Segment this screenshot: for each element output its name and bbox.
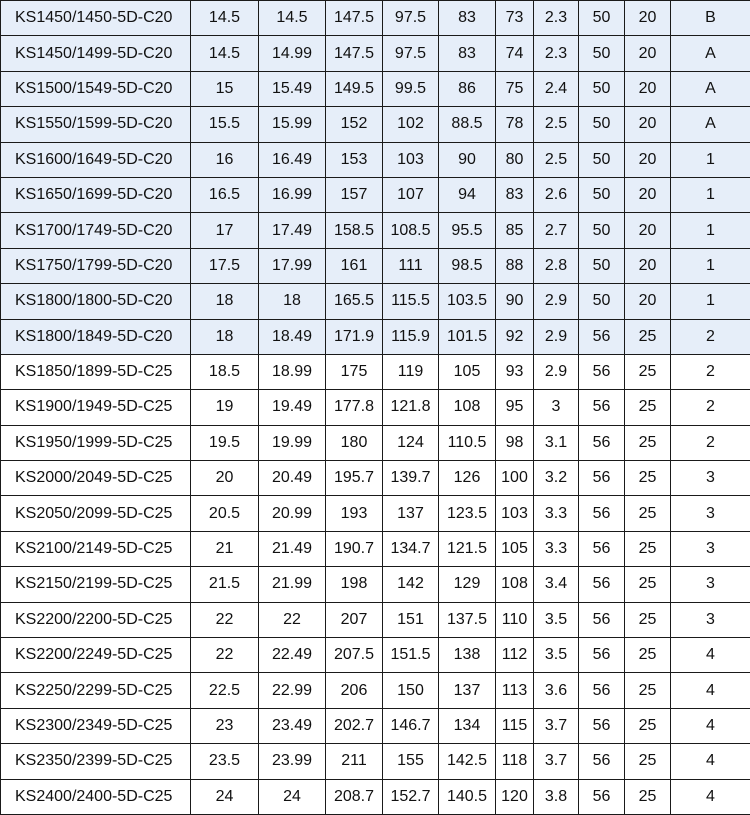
- value-cell: 75: [496, 71, 534, 106]
- value-cell: 56: [579, 567, 625, 602]
- value-cell: 25: [625, 638, 671, 673]
- value-cell: 103.5: [439, 284, 496, 319]
- value-cell: 18: [259, 284, 326, 319]
- value-cell: 56: [579, 496, 625, 531]
- value-cell: 165.5: [326, 284, 383, 319]
- value-cell: 20: [625, 71, 671, 106]
- value-cell: 94: [439, 177, 496, 212]
- grade-cell: 3: [671, 602, 750, 637]
- model-number-cell: KS1600/1649-5D-C20: [1, 142, 191, 177]
- value-cell: 23.49: [259, 708, 326, 743]
- value-cell: 193: [326, 496, 383, 531]
- value-cell: 17.49: [259, 213, 326, 248]
- table-row: [1, 248, 750, 283]
- value-cell: 146.7: [383, 708, 439, 743]
- value-cell: 134: [439, 708, 496, 743]
- value-cell: 147.5: [326, 1, 383, 36]
- table-row: [1, 531, 750, 566]
- value-cell: 22: [191, 602, 259, 637]
- value-cell: 98.5: [439, 248, 496, 283]
- table-row: [1, 673, 750, 708]
- value-cell: 20.49: [259, 461, 326, 496]
- table-row: [1, 142, 750, 177]
- value-cell: 2.9: [534, 284, 579, 319]
- value-cell: 3.7: [534, 708, 579, 743]
- value-cell: 56: [579, 673, 625, 708]
- model-number-cell: KS1550/1599-5D-C20: [1, 107, 191, 142]
- value-cell: 50: [579, 1, 625, 36]
- value-cell: 147.5: [326, 36, 383, 71]
- value-cell: 20: [625, 36, 671, 71]
- value-cell: 25: [625, 567, 671, 602]
- grade-cell: 1: [671, 177, 750, 212]
- value-cell: 17.99: [259, 248, 326, 283]
- value-cell: 2.4: [534, 71, 579, 106]
- value-cell: 83: [496, 177, 534, 212]
- value-cell: 20: [625, 142, 671, 177]
- model-number-cell: KS2150/2199-5D-C25: [1, 567, 191, 602]
- model-number-cell: KS1950/1999-5D-C25: [1, 425, 191, 460]
- value-cell: 98: [496, 425, 534, 460]
- model-number-cell: KS1450/1450-5D-C20: [1, 1, 191, 36]
- value-cell: 88: [496, 248, 534, 283]
- model-number-cell: KS2000/2049-5D-C25: [1, 461, 191, 496]
- value-cell: 25: [625, 425, 671, 460]
- value-cell: 18.99: [259, 354, 326, 389]
- value-cell: 152.7: [383, 779, 439, 814]
- value-cell: 153: [326, 142, 383, 177]
- grade-cell: 2: [671, 354, 750, 389]
- value-cell: 24: [191, 779, 259, 814]
- value-cell: 206: [326, 673, 383, 708]
- value-cell: 129: [439, 567, 496, 602]
- value-cell: 25: [625, 319, 671, 354]
- value-cell: 105: [439, 354, 496, 389]
- value-cell: 150: [383, 673, 439, 708]
- value-cell: 92: [496, 319, 534, 354]
- table-row: [1, 107, 750, 142]
- value-cell: 56: [579, 602, 625, 637]
- value-cell: 15: [191, 71, 259, 106]
- grade-cell: 4: [671, 779, 750, 814]
- value-cell: 25: [625, 496, 671, 531]
- value-cell: 25: [625, 673, 671, 708]
- table-row: [1, 496, 750, 531]
- value-cell: 21: [191, 531, 259, 566]
- spec-table-body: [1, 1, 750, 815]
- value-cell: 14.5: [191, 1, 259, 36]
- model-number-cell: KS2300/2349-5D-C25: [1, 708, 191, 743]
- value-cell: 50: [579, 248, 625, 283]
- value-cell: 157: [326, 177, 383, 212]
- grade-cell: 3: [671, 567, 750, 602]
- value-cell: 56: [579, 461, 625, 496]
- value-cell: 2.9: [534, 319, 579, 354]
- table-row: [1, 284, 750, 319]
- value-cell: 17: [191, 213, 259, 248]
- value-cell: 3.6: [534, 673, 579, 708]
- value-cell: 100: [496, 461, 534, 496]
- value-cell: 16.5: [191, 177, 259, 212]
- value-cell: 78: [496, 107, 534, 142]
- value-cell: 138: [439, 638, 496, 673]
- grade-cell: 4: [671, 744, 750, 779]
- grade-cell: 1: [671, 213, 750, 248]
- value-cell: 83: [439, 36, 496, 71]
- value-cell: 20.5: [191, 496, 259, 531]
- grade-cell: 3: [671, 461, 750, 496]
- value-cell: 3.7: [534, 744, 579, 779]
- model-number-cell: KS2200/2249-5D-C25: [1, 638, 191, 673]
- value-cell: 73: [496, 1, 534, 36]
- grade-cell: 4: [671, 673, 750, 708]
- value-cell: 152: [326, 107, 383, 142]
- value-cell: 2.6: [534, 177, 579, 212]
- model-number-cell: KS2350/2399-5D-C25: [1, 744, 191, 779]
- table-row: [1, 779, 750, 814]
- value-cell: 2.7: [534, 213, 579, 248]
- value-cell: 74: [496, 36, 534, 71]
- value-cell: 15.5: [191, 107, 259, 142]
- value-cell: 56: [579, 319, 625, 354]
- value-cell: 21.99: [259, 567, 326, 602]
- value-cell: 211: [326, 744, 383, 779]
- value-cell: 50: [579, 71, 625, 106]
- value-cell: 108.5: [383, 213, 439, 248]
- table-row: [1, 1, 750, 36]
- value-cell: 2.9: [534, 354, 579, 389]
- value-cell: 110: [496, 602, 534, 637]
- value-cell: 180: [326, 425, 383, 460]
- table-row: [1, 638, 750, 673]
- grade-cell: B: [671, 1, 750, 36]
- model-number-cell: KS1700/1749-5D-C20: [1, 213, 191, 248]
- value-cell: 20: [625, 107, 671, 142]
- value-cell: 25: [625, 602, 671, 637]
- value-cell: 140.5: [439, 779, 496, 814]
- value-cell: 124: [383, 425, 439, 460]
- value-cell: 108: [496, 567, 534, 602]
- value-cell: 115: [496, 708, 534, 743]
- value-cell: 19: [191, 390, 259, 425]
- value-cell: 2.5: [534, 142, 579, 177]
- grade-cell: A: [671, 36, 750, 71]
- value-cell: 137: [439, 673, 496, 708]
- value-cell: 18.49: [259, 319, 326, 354]
- table-row: [1, 567, 750, 602]
- grade-cell: 4: [671, 708, 750, 743]
- value-cell: 24: [259, 779, 326, 814]
- value-cell: 101.5: [439, 319, 496, 354]
- grade-cell: A: [671, 107, 750, 142]
- value-cell: 85: [496, 213, 534, 248]
- value-cell: 50: [579, 107, 625, 142]
- grade-cell: 2: [671, 319, 750, 354]
- value-cell: 149.5: [326, 71, 383, 106]
- value-cell: 3.4: [534, 567, 579, 602]
- value-cell: 50: [579, 36, 625, 71]
- value-cell: 18: [191, 284, 259, 319]
- table-row: [1, 390, 750, 425]
- value-cell: 22.49: [259, 638, 326, 673]
- value-cell: 3.3: [534, 531, 579, 566]
- value-cell: 3.5: [534, 638, 579, 673]
- value-cell: 107: [383, 177, 439, 212]
- value-cell: 97.5: [383, 36, 439, 71]
- value-cell: 139.7: [383, 461, 439, 496]
- value-cell: 115.9: [383, 319, 439, 354]
- value-cell: 3.1: [534, 425, 579, 460]
- value-cell: 121.8: [383, 390, 439, 425]
- value-cell: 103: [383, 142, 439, 177]
- value-cell: 190.7: [326, 531, 383, 566]
- grade-cell: 4: [671, 638, 750, 673]
- table-row: [1, 36, 750, 71]
- value-cell: 202.7: [326, 708, 383, 743]
- value-cell: 118: [496, 744, 534, 779]
- value-cell: 90: [496, 284, 534, 319]
- value-cell: 21.5: [191, 567, 259, 602]
- grade-cell: 1: [671, 142, 750, 177]
- grade-cell: 2: [671, 425, 750, 460]
- value-cell: 20: [191, 461, 259, 496]
- table-row: [1, 708, 750, 743]
- value-cell: 119: [383, 354, 439, 389]
- value-cell: 25: [625, 354, 671, 389]
- model-number-cell: KS1800/1849-5D-C20: [1, 319, 191, 354]
- table-row: [1, 177, 750, 212]
- value-cell: 97.5: [383, 1, 439, 36]
- value-cell: 126: [439, 461, 496, 496]
- value-cell: 86: [439, 71, 496, 106]
- table-row: [1, 602, 750, 637]
- value-cell: 16.99: [259, 177, 326, 212]
- value-cell: 2.3: [534, 36, 579, 71]
- value-cell: 14.5: [191, 36, 259, 71]
- value-cell: 16: [191, 142, 259, 177]
- value-cell: 20: [625, 213, 671, 248]
- value-cell: 19.5: [191, 425, 259, 460]
- table-row: [1, 461, 750, 496]
- value-cell: 25: [625, 744, 671, 779]
- value-cell: 21.49: [259, 531, 326, 566]
- table-row: [1, 319, 750, 354]
- value-cell: 3.3: [534, 496, 579, 531]
- value-cell: 50: [579, 213, 625, 248]
- value-cell: 25: [625, 708, 671, 743]
- value-cell: 142: [383, 567, 439, 602]
- value-cell: 151.5: [383, 638, 439, 673]
- value-cell: 20: [625, 248, 671, 283]
- value-cell: 50: [579, 142, 625, 177]
- value-cell: 105: [496, 531, 534, 566]
- model-number-cell: KS2050/2099-5D-C25: [1, 496, 191, 531]
- value-cell: 142.5: [439, 744, 496, 779]
- value-cell: 151: [383, 602, 439, 637]
- value-cell: 56: [579, 638, 625, 673]
- model-number-cell: KS2200/2200-5D-C25: [1, 602, 191, 637]
- value-cell: 93: [496, 354, 534, 389]
- model-number-cell: KS1450/1499-5D-C20: [1, 36, 191, 71]
- value-cell: 22.99: [259, 673, 326, 708]
- value-cell: 20: [625, 284, 671, 319]
- value-cell: 99.5: [383, 71, 439, 106]
- value-cell: 23.99: [259, 744, 326, 779]
- value-cell: 137.5: [439, 602, 496, 637]
- value-cell: 23.5: [191, 744, 259, 779]
- value-cell: 23: [191, 708, 259, 743]
- value-cell: 195.7: [326, 461, 383, 496]
- value-cell: 56: [579, 744, 625, 779]
- grade-cell: 2: [671, 390, 750, 425]
- value-cell: 90: [439, 142, 496, 177]
- value-cell: 3: [534, 390, 579, 425]
- table-row: [1, 213, 750, 248]
- value-cell: 25: [625, 779, 671, 814]
- model-number-cell: KS2100/2149-5D-C25: [1, 531, 191, 566]
- value-cell: 110.5: [439, 425, 496, 460]
- value-cell: 102: [383, 107, 439, 142]
- value-cell: 3.2: [534, 461, 579, 496]
- value-cell: 19.99: [259, 425, 326, 460]
- value-cell: 56: [579, 425, 625, 460]
- value-cell: 20: [625, 1, 671, 36]
- value-cell: 17.5: [191, 248, 259, 283]
- value-cell: 25: [625, 531, 671, 566]
- value-cell: 207.5: [326, 638, 383, 673]
- model-number-cell: KS1900/1949-5D-C25: [1, 390, 191, 425]
- value-cell: 112: [496, 638, 534, 673]
- model-number-cell: KS1800/1800-5D-C20: [1, 284, 191, 319]
- value-cell: 161: [326, 248, 383, 283]
- value-cell: 103: [496, 496, 534, 531]
- value-cell: 177.8: [326, 390, 383, 425]
- value-cell: 111: [383, 248, 439, 283]
- value-cell: 16.49: [259, 142, 326, 177]
- model-number-cell: KS2400/2400-5D-C25: [1, 779, 191, 814]
- value-cell: 18.5: [191, 354, 259, 389]
- value-cell: 113: [496, 673, 534, 708]
- value-cell: 198: [326, 567, 383, 602]
- value-cell: 121.5: [439, 531, 496, 566]
- grade-cell: 3: [671, 531, 750, 566]
- value-cell: 108: [439, 390, 496, 425]
- model-number-cell: KS1650/1699-5D-C20: [1, 177, 191, 212]
- value-cell: 2.3: [534, 1, 579, 36]
- value-cell: 95: [496, 390, 534, 425]
- table-row: [1, 425, 750, 460]
- value-cell: 3.8: [534, 779, 579, 814]
- value-cell: 22.5: [191, 673, 259, 708]
- value-cell: 3.5: [534, 602, 579, 637]
- value-cell: 20: [625, 177, 671, 212]
- value-cell: 208.7: [326, 779, 383, 814]
- table-row: [1, 71, 750, 106]
- grade-cell: 3: [671, 496, 750, 531]
- value-cell: 14.5: [259, 1, 326, 36]
- table-row: [1, 744, 750, 779]
- value-cell: 25: [625, 461, 671, 496]
- value-cell: 134.7: [383, 531, 439, 566]
- value-cell: 123.5: [439, 496, 496, 531]
- value-cell: 56: [579, 531, 625, 566]
- value-cell: 155: [383, 744, 439, 779]
- model-number-cell: KS1500/1549-5D-C20: [1, 71, 191, 106]
- value-cell: 14.99: [259, 36, 326, 71]
- value-cell: 88.5: [439, 107, 496, 142]
- value-cell: 207: [326, 602, 383, 637]
- value-cell: 83: [439, 1, 496, 36]
- value-cell: 19.49: [259, 390, 326, 425]
- value-cell: 56: [579, 779, 625, 814]
- value-cell: 18: [191, 319, 259, 354]
- table-row: [1, 354, 750, 389]
- model-number-cell: KS1750/1799-5D-C20: [1, 248, 191, 283]
- value-cell: 56: [579, 390, 625, 425]
- value-cell: 25: [625, 390, 671, 425]
- value-cell: 158.5: [326, 213, 383, 248]
- value-cell: 175: [326, 354, 383, 389]
- grade-cell: 1: [671, 248, 750, 283]
- value-cell: 50: [579, 284, 625, 319]
- value-cell: 20.99: [259, 496, 326, 531]
- value-cell: 50: [579, 177, 625, 212]
- value-cell: 115.5: [383, 284, 439, 319]
- value-cell: 15.99: [259, 107, 326, 142]
- value-cell: 120: [496, 779, 534, 814]
- value-cell: 137: [383, 496, 439, 531]
- value-cell: 22: [191, 638, 259, 673]
- value-cell: 56: [579, 354, 625, 389]
- model-number-cell: KS1850/1899-5D-C25: [1, 354, 191, 389]
- value-cell: 22: [259, 602, 326, 637]
- value-cell: 171.9: [326, 319, 383, 354]
- value-cell: 2.5: [534, 107, 579, 142]
- grade-cell: 1: [671, 284, 750, 319]
- value-cell: 15.49: [259, 71, 326, 106]
- value-cell: 80: [496, 142, 534, 177]
- model-number-cell: KS2250/2299-5D-C25: [1, 673, 191, 708]
- grade-cell: A: [671, 71, 750, 106]
- value-cell: 2.8: [534, 248, 579, 283]
- value-cell: 56: [579, 708, 625, 743]
- value-cell: 95.5: [439, 213, 496, 248]
